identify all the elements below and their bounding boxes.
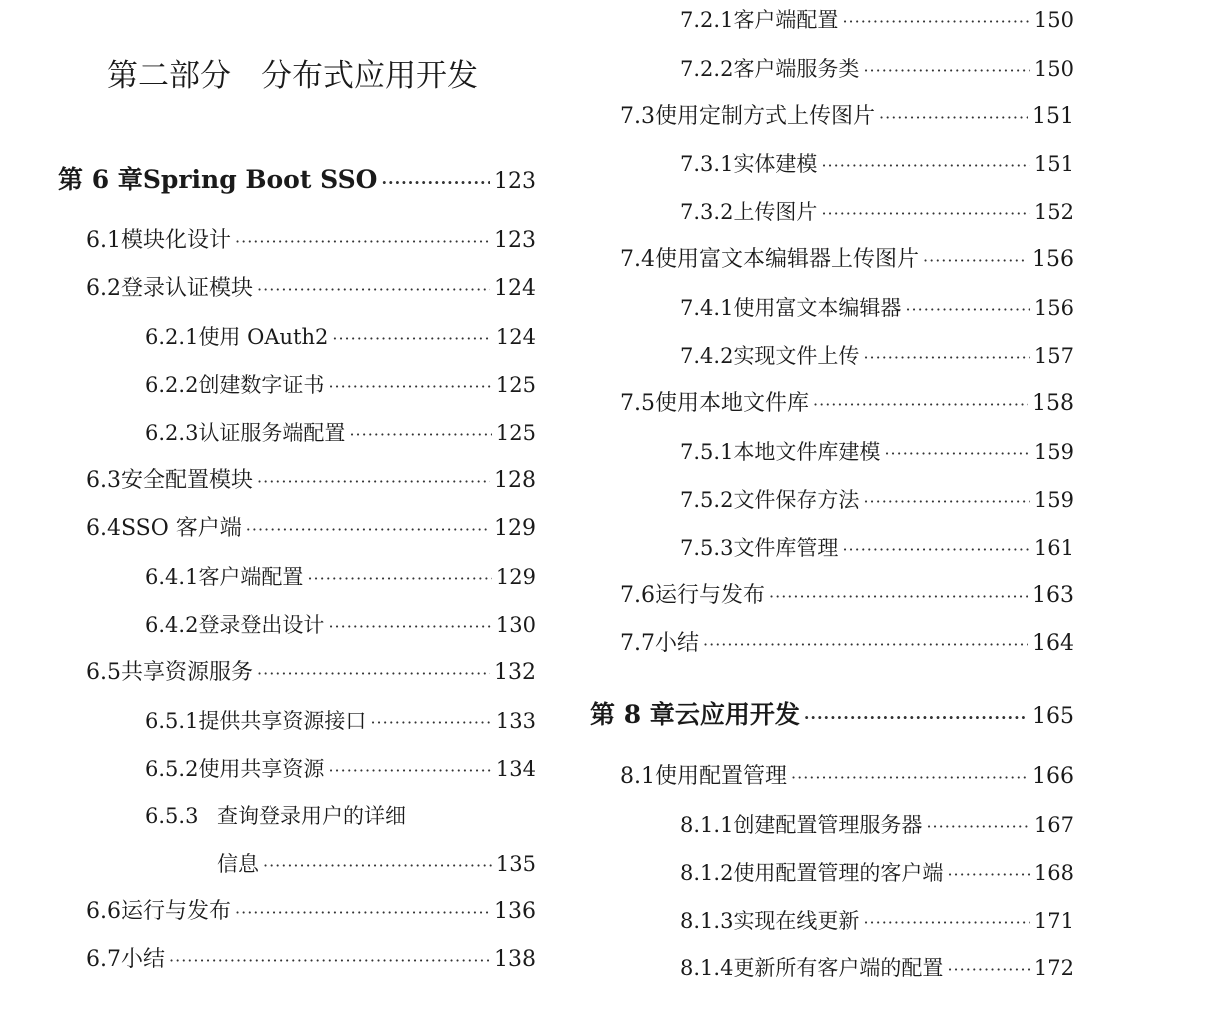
toc-entry-number: 7.3.1 [680,152,734,176]
toc-entry-page: 129 [495,565,536,589]
toc-entry-page: 134 [495,757,536,781]
toc-entry-page: 124 [494,276,536,301]
toc-entry-title: 运行与发布 [655,583,766,608]
toc-entry-title: 更新所有客户端的配置 [733,956,944,980]
toc-entry-page: 171 [1033,909,1074,933]
toc-entry-number: 6.5.2 [145,757,199,781]
toc-entry [680,905,1074,939]
toc-entry-title: 实体建模 [733,152,818,176]
toc-leader [328,371,491,403]
toc-entry-number: 第 6 章 [58,165,143,194]
toc-entry-title: 客户端配置 [198,565,304,589]
toc-entry-title: 使用定制方式上传图片 [655,104,876,129]
toc-leader [328,755,491,787]
toc-leader [169,945,490,977]
toc-entry-number: 6.5.3 [145,804,199,828]
toc-entry-title: 查询登录用户的详细 [217,804,406,828]
toc-leader [879,102,1028,134]
toc-entry-title: 实现文件上传 [733,344,860,368]
toc-entry-title: Spring Boot SSO [142,165,378,194]
toc-entry-page: 163 [1032,583,1074,608]
toc-entry-number: 7.2.2 [680,57,734,81]
toc-entry-number: 第 8 章 [590,700,675,729]
toc-entry-number: 7.4.2 [680,344,734,368]
toc-leader [863,907,1029,939]
toc-leader [821,198,1029,230]
toc-entry-title: 使用富文本编辑器上传图片 [655,247,920,272]
toc-entry-title: 创建数字证书 [198,373,325,397]
toc-entry-page: 164 [1032,631,1074,656]
toc-leader [863,342,1029,374]
toc-entry [86,657,536,690]
toc-entry-title: 小结 [121,947,166,972]
toc-leader [349,419,491,451]
toc-entry-title: 本地文件库建模 [733,440,881,464]
toc-entry-page: 161 [1033,536,1074,560]
toc-entry-page: 123 [494,169,536,194]
toc-leader [703,629,1028,661]
toc-entry [680,952,1074,986]
toc-entry-number: 8.1.3 [680,909,734,933]
toc-leader [307,563,491,595]
toc-entry-number: 6.4 [86,516,121,541]
toc-leader [381,167,490,199]
toc-entry-number: 7.4 [620,247,655,272]
toc-entry-page: 172 [1033,956,1074,980]
toc-entry-title: 认证服务端配置 [198,421,346,445]
toc-entry-number: 6.4.1 [145,565,199,589]
toc-leader [905,294,1029,326]
toc-entry-number: 8.1.2 [680,861,734,885]
toc-entry [86,273,536,306]
toc-entry [620,761,1074,794]
toc-entry [620,628,1074,661]
toc-entry-title: 登录登出设计 [198,613,325,637]
toc-entry [86,465,536,498]
toc-leader [257,274,490,306]
toc-entry-number: 7.5.1 [680,440,734,464]
toc-entry-number: 8.1.1 [680,813,734,837]
toc-leader [923,245,1028,277]
toc-entry-number: 7.5.3 [680,536,734,560]
toc-entry-number: 6.2.3 [145,421,199,445]
part-name: 分布式应用开发 [261,58,478,94]
toc-leader [813,389,1028,421]
toc-entry-page: 151 [1032,104,1074,129]
toc-entry-number: 6.3 [86,468,121,493]
toc-leader [235,226,490,258]
toc-entry [86,944,536,977]
toc-entry-page: 151 [1033,152,1074,176]
toc-entry-number: 7.5.2 [680,488,734,512]
toc-entry-title: 安全配置模块 [121,468,254,493]
toc-entry [680,857,1074,891]
toc-entry-number: 7.7 [620,631,655,656]
toc-entry-title: 使用配置管理的客户端 [733,861,944,885]
toc-entry-page: 167 [1033,813,1074,837]
toc-entry [680,292,1074,326]
toc-entry-title: 使用共享资源 [198,757,325,781]
toc-entry-number: 7.2.1 [680,8,734,32]
toc-entry [620,101,1074,134]
toc-entry [145,561,536,595]
toc-entry-title: 文件库管理 [733,536,839,560]
toc-leader [235,897,490,929]
toc-entry-page: 132 [494,660,536,685]
toc-entry [680,196,1074,230]
toc-entry-page: 125 [495,373,536,397]
toc-entry-title: 信息 [217,852,259,876]
toc-leader [769,581,1028,613]
toc-entry-title: 使用富文本编辑器 [733,296,902,320]
toc-entry-page: 130 [495,613,536,637]
toc-entry [680,4,1074,38]
toc-entry-page: 152 [1033,200,1074,224]
toc-entry-page: 159 [1033,440,1074,464]
toc-entry-title: 云应用开发 [674,700,800,729]
toc-entry-number: 6.2.2 [145,373,199,397]
toc-entry-title: 创建配置管理服务器 [733,813,923,837]
toc-entry [680,53,1074,87]
toc-leader [257,466,490,498]
toc-entry-number: 7.3.2 [680,200,734,224]
toc-entry-title: 模块化设计 [121,228,232,253]
toc-entry [620,580,1074,613]
toc-entry-number: 6.5 [86,660,121,685]
toc-entry [145,800,536,832]
toc-entry-title: 运行与发布 [121,899,232,924]
toc-entry [86,896,536,929]
toc-entry [145,369,536,403]
toc-entry-number: 6.4.2 [145,613,199,637]
toc-entry-page: 165 [1032,704,1074,729]
toc-leader [257,658,490,690]
toc-entry [58,164,536,199]
toc-entry-page: 150 [1033,8,1074,32]
toc-entry-title: 使用本地文件库 [655,391,810,416]
toc-entry-title: 客户端服务类 [733,57,860,81]
toc-entry-page: 128 [494,468,536,493]
toc-entry-title: SSO 客户端 [121,516,242,541]
toc-entry-number: 7.6 [620,583,655,608]
toc-leader [370,707,491,739]
toc-entry-number: 6.2.1 [145,325,199,349]
toc-entry [680,484,1074,518]
toc-entry-number: 6.5.1 [145,709,199,733]
toc-entry-continued [217,848,536,882]
toc-entry-page: 159 [1033,488,1074,512]
toc-leader [884,438,1029,470]
toc-entry [145,705,536,739]
toc-entry-title: 提供共享资源接口 [198,709,367,733]
toc-entry-title: 上传图片 [733,200,818,224]
toc-entry-title: 实现在线更新 [733,909,860,933]
toc-entry [145,753,536,787]
toc-entry-page: 150 [1033,57,1074,81]
toc-leader [842,534,1029,566]
toc-leader [821,150,1029,182]
toc-entry [680,809,1074,843]
toc-leader [332,323,492,355]
toc-leader [791,762,1028,794]
toc-entry-page: 168 [1033,861,1074,885]
toc-entry-page: 133 [495,709,536,733]
toc-entry-number: 6.2 [86,276,121,301]
toc-entry-number: 7.3 [620,104,655,129]
toc-entry [620,388,1074,421]
toc-entry-number: 7.5 [620,391,655,416]
toc-entry-page: 125 [495,421,536,445]
toc-entry [145,321,536,355]
toc-entry-page: 124 [495,325,536,349]
toc-entry-page: 136 [494,899,536,924]
toc-leader [947,859,1029,891]
toc-entry-title: 登录认证模块 [121,276,254,301]
toc-entry [590,699,1074,734]
toc-entry-number: 7.4.1 [680,296,734,320]
toc-entry-page: 135 [495,852,536,876]
toc-entry-page: 166 [1032,764,1074,789]
toc-entry [145,609,536,643]
toc-entry-title: 小结 [655,631,700,656]
toc-entry [680,340,1074,374]
toc-entry [86,513,536,546]
toc-entry-page: 158 [1032,391,1074,416]
toc-entry [680,532,1074,566]
part-title [107,50,478,95]
toc-entry-page: 156 [1032,247,1074,272]
toc-entry-page: 157 [1033,344,1074,368]
toc-entry [680,436,1074,470]
toc-leader [842,6,1029,38]
toc-entry-number: 6.7 [86,947,121,972]
toc-leader [804,702,1028,734]
toc-entry-title: 使用 OAuth2 [198,325,329,349]
toc-entry-page: 156 [1033,296,1074,320]
toc-entry-page: 138 [494,947,536,972]
toc-leader [863,486,1029,518]
toc-entry-title: 客户端配置 [733,8,839,32]
toc-leader [328,611,491,643]
toc-entry-page: 129 [494,516,536,541]
toc-entry-title: 共享资源服务 [121,660,254,685]
toc-entry [620,244,1074,277]
toc-entry-title: 使用配置管理 [655,764,788,789]
toc-entry-number: 8.1.4 [680,956,734,980]
toc-entry-title: 文件保存方法 [733,488,860,512]
toc-entry [680,148,1074,182]
toc-leader [926,811,1029,843]
part-label: 第二部分 [107,58,231,94]
toc-entry-number: 6.6 [86,899,121,924]
toc-entry [145,417,536,451]
toc-entry [86,225,536,258]
toc-entry-page: 123 [494,228,536,253]
toc-leader [263,850,492,882]
toc-entry-number: 8.1 [620,764,655,789]
toc-leader [947,954,1029,986]
toc-leader [246,514,490,546]
toc-leader [863,55,1029,87]
toc-entry-number: 6.1 [86,228,121,253]
